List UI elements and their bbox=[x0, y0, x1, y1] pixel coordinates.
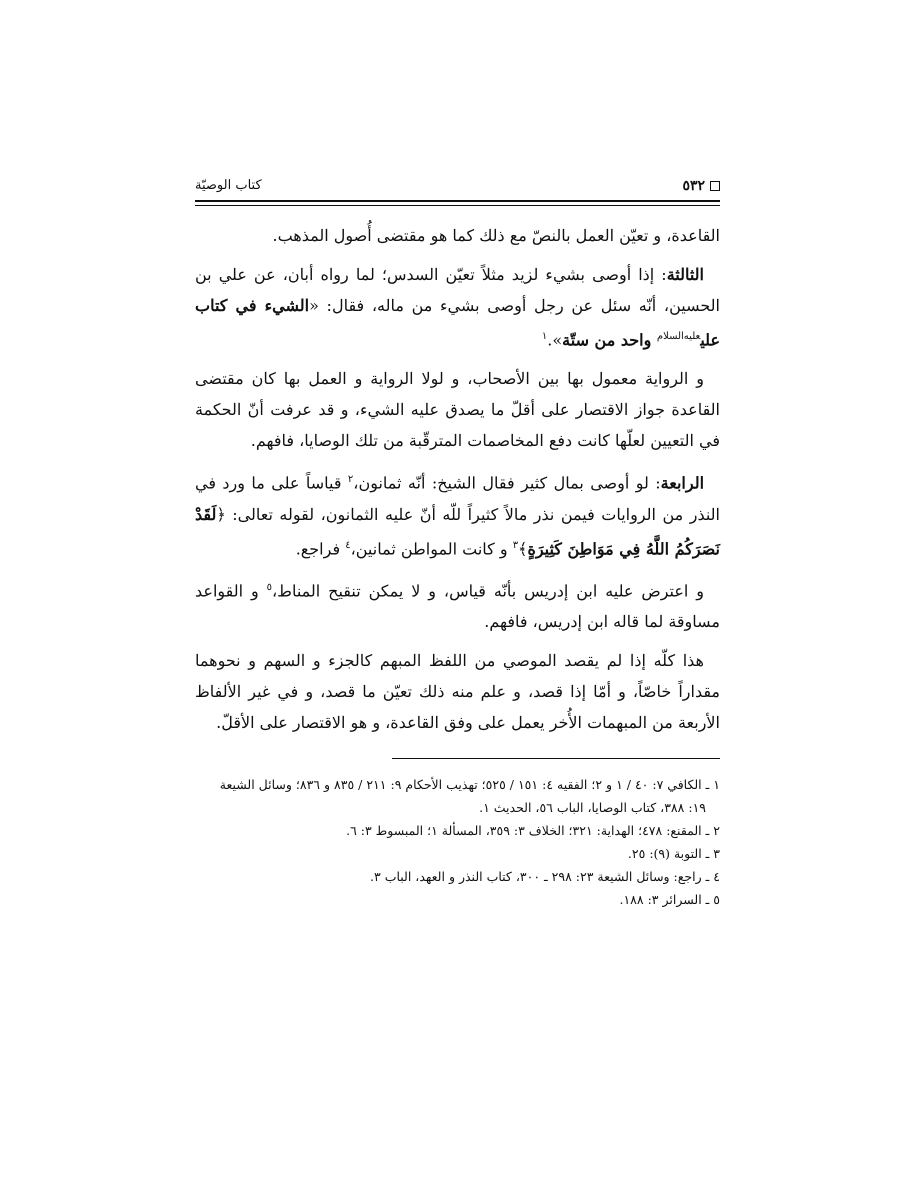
footnote-rule bbox=[392, 758, 720, 759]
paragraph-text: و الرواية معمول بها بين الأصحاب، و لولا الرواية و العمل بها كان مقتضى القاعدة جواز الاقتصار على أقلّ ما يصدق عليه الشيء، و قد عرفت أنّ الحكمة في التعيين لعلّها كانت دفع المخاصمات المترقّبة من تلك الوصايا، فافهم. bbox=[195, 369, 720, 451]
footnote-ref: ٥ bbox=[266, 581, 272, 593]
footnote-item: ٣ ـ التوبة (٩): ٢٥. bbox=[627, 846, 720, 862]
paragraph bbox=[195, 259, 720, 355]
main-text bbox=[195, 220, 720, 738]
page-number bbox=[682, 178, 720, 194]
footnote-ref: ٢ bbox=[347, 474, 354, 486]
paragraph bbox=[195, 363, 720, 456]
paragraph-text: القاعدة، و تعيّن العمل بالنصّ مع ذلك كما هو مقتضى أُصول المذهب. bbox=[272, 226, 720, 245]
paragraph bbox=[195, 645, 720, 738]
paragraph-text: و كانت المواطن ثمانين، bbox=[350, 538, 513, 558]
running-header bbox=[195, 170, 720, 200]
footnote-ref: ٤ bbox=[345, 539, 351, 551]
paragraph-text: و القواعد مساوقة لما قاله ابن إدريس، فافهم. bbox=[195, 581, 720, 632]
paragraph-text: ﴾ bbox=[518, 538, 528, 558]
paragraph-text: : لو أوصى بمال كثير فقال الشيخ: أنّه ثمانون، bbox=[353, 473, 661, 493]
paragraph-text: ». bbox=[547, 330, 563, 350]
quran-verse: لَقَدْ نَصَرَكُمُ اللَّهُ فِي مَوَاطِنَ كَثِيرَةٍ bbox=[195, 504, 720, 558]
quote-text: الشيء في كتاب علي bbox=[195, 296, 720, 350]
book-page bbox=[195, 170, 720, 911]
honorific-mark: عليه‌السلام bbox=[656, 331, 701, 342]
footnotes bbox=[195, 773, 720, 911]
square-ornament-icon bbox=[710, 181, 720, 191]
paragraph-text: : إذا أوصى بشيء لزيد مثلاً تعيّن السدس؛ لما رواه أبان، عن علي بن الحسين، أنّه سئل عن رجل أوصى بشيء من ماله، فقال: « bbox=[195, 265, 720, 315]
section-lead: الرابعة bbox=[660, 473, 705, 493]
header-rule bbox=[195, 200, 720, 206]
paragraph bbox=[195, 464, 720, 564]
page-number-text: ٥٣٢ bbox=[682, 178, 705, 194]
footnote-item: ٥ ـ السرائر ٣: ١٨٨. bbox=[619, 892, 720, 908]
section-lead: الثالثة bbox=[666, 265, 704, 284]
paragraph-text: هذا كلّه إذا لم يقصد الموصي من اللفظ المبهم كالجزء و السهم و نحوهما مقداراً خاصّاً، و أمّا إذا قصد، و علم منه ذلك تعيّن ما قصد، و في غير الألفاظ الأربعة من المبهمات الأُخر يعمل على وفق القاعدة، و هو الاقتصار على الأقلّ. bbox=[195, 651, 720, 733]
footnote-item: ٢ ـ المقنع: ٤٧٨؛ الهداية: ٣٢١؛ الخلاف ٣: ٣٥٩، المسألة ١؛ المبسوط ٣: ٦. bbox=[346, 823, 720, 839]
paragraph bbox=[195, 220, 720, 251]
paragraph-text: و اعترض عليه ابن إدريس بأنّه قياس، و لا يمكن تنقيح المناط، bbox=[272, 581, 704, 601]
footnote-ref: ٣ bbox=[512, 539, 519, 551]
footnote-ref: ١ bbox=[541, 331, 548, 342]
quote-text: واحد من ستّة bbox=[562, 330, 657, 350]
book-title: كتاب الوصيّة bbox=[195, 178, 262, 193]
paragraph bbox=[195, 572, 720, 637]
footnote-continuation: ١٩: ٣٨٨، كتاب الوصايا، الباب ٥٦، الحديث ١. bbox=[479, 800, 706, 816]
footnote-item: ٤ ـ راجع: وسائل الشيعة ٢٣: ٢٩٨ ـ ٣٠٠، كتاب النذر و العهد، الباب ٣. bbox=[370, 869, 720, 885]
footnote-item: ١ ـ الكافي ٧: ٤٠ / ١ و ٢؛ الفقيه ٤: ١٥١ / ٥٢٥؛ تهذيب الأحكام ٩: ٢١١ / ٨٣٥ و ٨٣٦؛ وسائل الشيعة bbox=[219, 777, 720, 793]
paragraph-text: قياساً على ما ورد في النذر من الروايات فيمن نذر مالاً كثيراً للّه أنّ عليه الثمانون، لقوله تعالى: ﴿ bbox=[195, 473, 720, 524]
paragraph-text: فراجع. bbox=[295, 538, 346, 558]
